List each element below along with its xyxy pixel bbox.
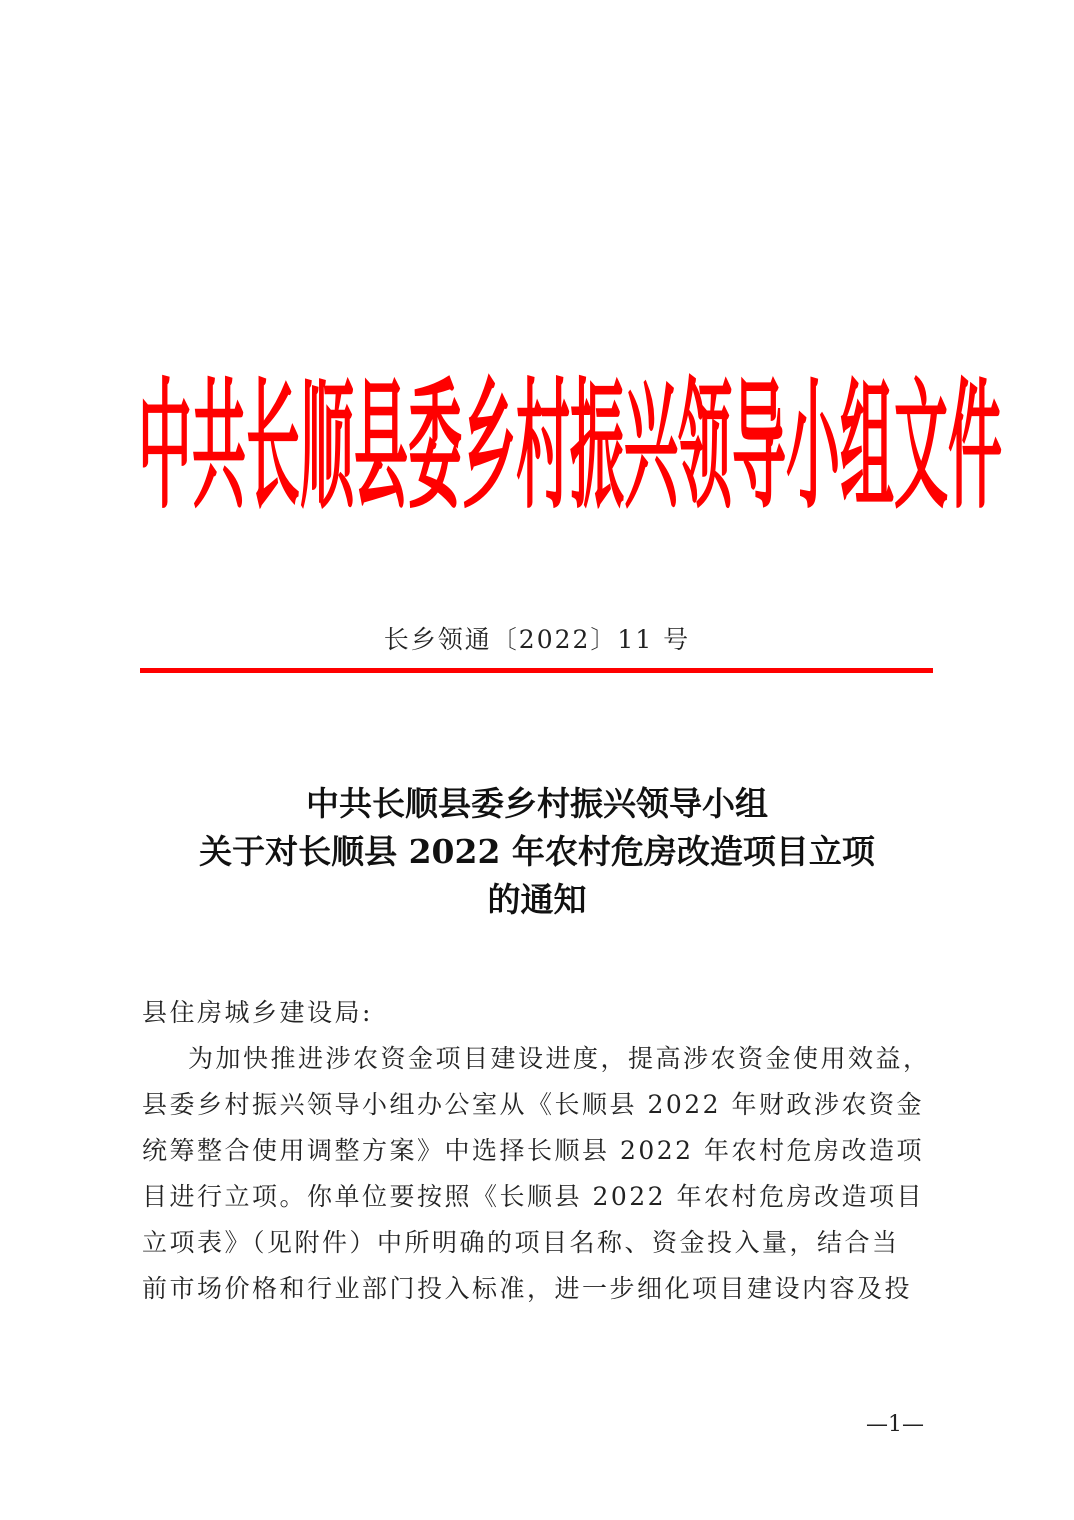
- title-line: 的通知: [487, 880, 587, 919]
- masthead-char: 长: [246, 364, 300, 529]
- masthead-char: 振: [570, 364, 624, 529]
- masthead-char: 文: [894, 364, 948, 529]
- masthead-char: 乡: [462, 364, 516, 529]
- masthead-char: 小: [786, 364, 840, 529]
- masthead-char: 顺: [300, 364, 354, 529]
- document-title: [0, 780, 1074, 924]
- masthead-char: 件: [948, 364, 1002, 529]
- masthead-red-header: [138, 364, 1002, 529]
- title-line: 中共长顺县委乡村振兴领导小组: [306, 784, 768, 823]
- masthead-char: 导: [732, 364, 786, 529]
- document-number: 长乡领通〔2022〕11 号: [383, 625, 691, 654]
- document-body: [142, 990, 966, 1312]
- title-line: 关于对长顺县 2022 年农村危房改造项目立项: [199, 832, 875, 871]
- masthead-char: 村: [516, 364, 570, 529]
- body-line: 县委乡村振兴领导小组办公室从《长顺县 2022 年财政涉农资金: [142, 1090, 925, 1119]
- body-line: 立项表》（见附件）中所明确的项目名称、资金投入量，结合当: [142, 1228, 900, 1257]
- masthead-char: 委: [408, 364, 462, 529]
- body-line: 统筹整合使用调整方案》中选择长顺县 2022 年农村危房改造项: [142, 1136, 925, 1165]
- salutation: 县住房城乡建设局:: [142, 998, 373, 1027]
- page-number: —1—: [866, 1412, 924, 1437]
- body-line: 目进行立项。你单位要按照《长顺县 2022 年农村危房改造项目: [142, 1182, 925, 1211]
- masthead-char: 组: [840, 364, 894, 529]
- masthead-char: 县: [354, 364, 408, 529]
- masthead-char: 中: [138, 364, 192, 529]
- masthead-char: 兴: [624, 364, 678, 529]
- red-divider-line: [140, 668, 933, 673]
- masthead-char: 共: [192, 364, 246, 529]
- body-line: 前市场价格和行业部门投入标准，进一步细化项目建设内容及投: [142, 1274, 913, 1303]
- body-line: 为加快推进涉农资金项目建设进度，提高涉农资金使用效益，: [188, 1044, 931, 1073]
- masthead-char: 领: [678, 364, 732, 529]
